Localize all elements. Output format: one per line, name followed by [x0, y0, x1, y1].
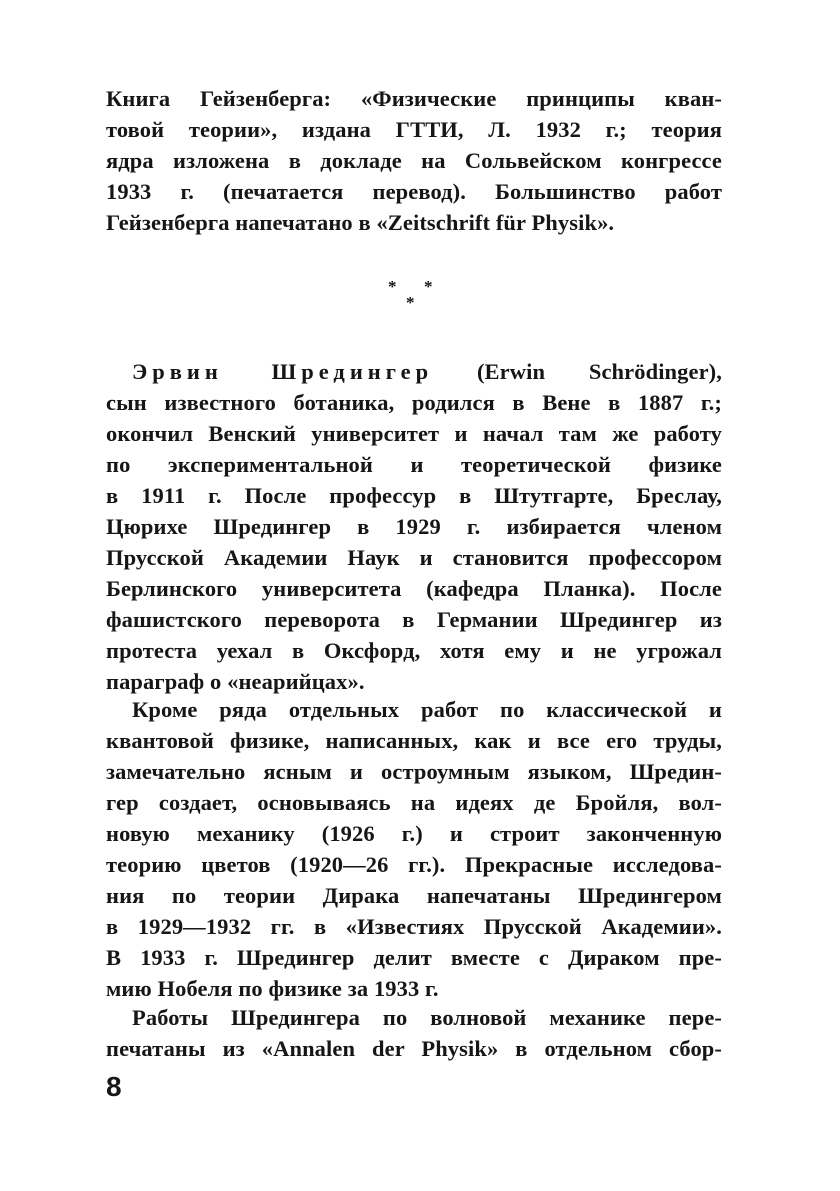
text-line: ния по теории Дирака напечатаны Шредингером: [106, 883, 722, 908]
asterisk-mark: *: [406, 293, 415, 312]
text-line: параграф о «неарийцах».: [106, 669, 365, 694]
text-line: новую механику (1926 г.) и строит законченную: [106, 821, 722, 846]
text-line: Книга Гейзенберга: «Физические принципы кван-: [106, 86, 722, 111]
text-line: фашистского переворота в Германии Шредингер из: [106, 607, 722, 632]
text-line: Работы Шредингера по волновой механике пере-: [132, 1005, 722, 1030]
text-line: [106, 356, 722, 387]
schrodinger-biography-paragraph: [106, 356, 722, 697]
text-line: товой теории», издана ГТТИ, Л. 1932 г.; теория: [106, 117, 722, 142]
text-line: квантовой физике, написанных, как и все его труды,: [106, 728, 722, 753]
text-line: Цюрихе Шредингер в 1929 г. избирается членом: [106, 514, 722, 539]
text-line: мию Нобеля по физике за 1933 г.: [106, 976, 439, 1001]
text-line: теорию цветов (1920—26 гг.). Прекрасные исследова-: [106, 852, 722, 877]
text-line: ядра изложена в докладе на Сольвейском конгрессе: [106, 148, 722, 173]
text-line: 1933 г. (печатается перевод). Большинство работ: [106, 179, 722, 204]
heisenberg-paragraph: [106, 83, 722, 238]
person-name-spaced: Эрвин Шредингер: [132, 359, 434, 384]
asterism-separator: [380, 276, 440, 316]
text-line: Берлинского университета (кафедра Планка). После: [106, 576, 722, 601]
text-line: печатаны из «Annalen der Physik» в отдельном сбор-: [106, 1036, 722, 1061]
asterisk-mark: *: [424, 277, 433, 296]
text-line: Гейзенберга напечатано в «Zeitschrift für Physik».: [106, 210, 615, 235]
text-line: В 1933 г. Шредингер делит вместе с Дираком пре-: [106, 945, 722, 970]
person-name-latin: (Erwin Schrödinger),: [476, 359, 722, 384]
text-line: Кроме ряда отдельных работ по классической и: [132, 697, 722, 722]
text-line: Прусской Академии Наук и становится профессором: [106, 545, 722, 570]
text-line: по экспериментальной и теоретической физике: [106, 452, 722, 477]
text-line: сын известного ботаника, родился в Вене в 1887 г.;: [106, 390, 722, 415]
text-line: в 1911 г. После профессур в Штутгарте, Бреслау,: [106, 483, 722, 508]
reprint-paragraph: [106, 1002, 722, 1064]
text-line: протеста уехал в Оксфорд, хотя ему и не угрожал: [106, 638, 722, 663]
text-line: замечательно ясным и остроумным языком, Шредин-: [106, 759, 722, 784]
schrodinger-works-paragraph: [106, 694, 722, 1004]
asterisk-mark: *: [388, 277, 397, 296]
text-line: гер создает, основываясь на идеях де Бройля, вол-: [106, 790, 722, 815]
text-line: в 1929—1932 гг. в «Известиях Прусской Академии».: [106, 914, 722, 939]
text-line: окончил Венский университет и начал там же работу: [106, 421, 722, 446]
page-number: 8: [106, 1071, 122, 1102]
